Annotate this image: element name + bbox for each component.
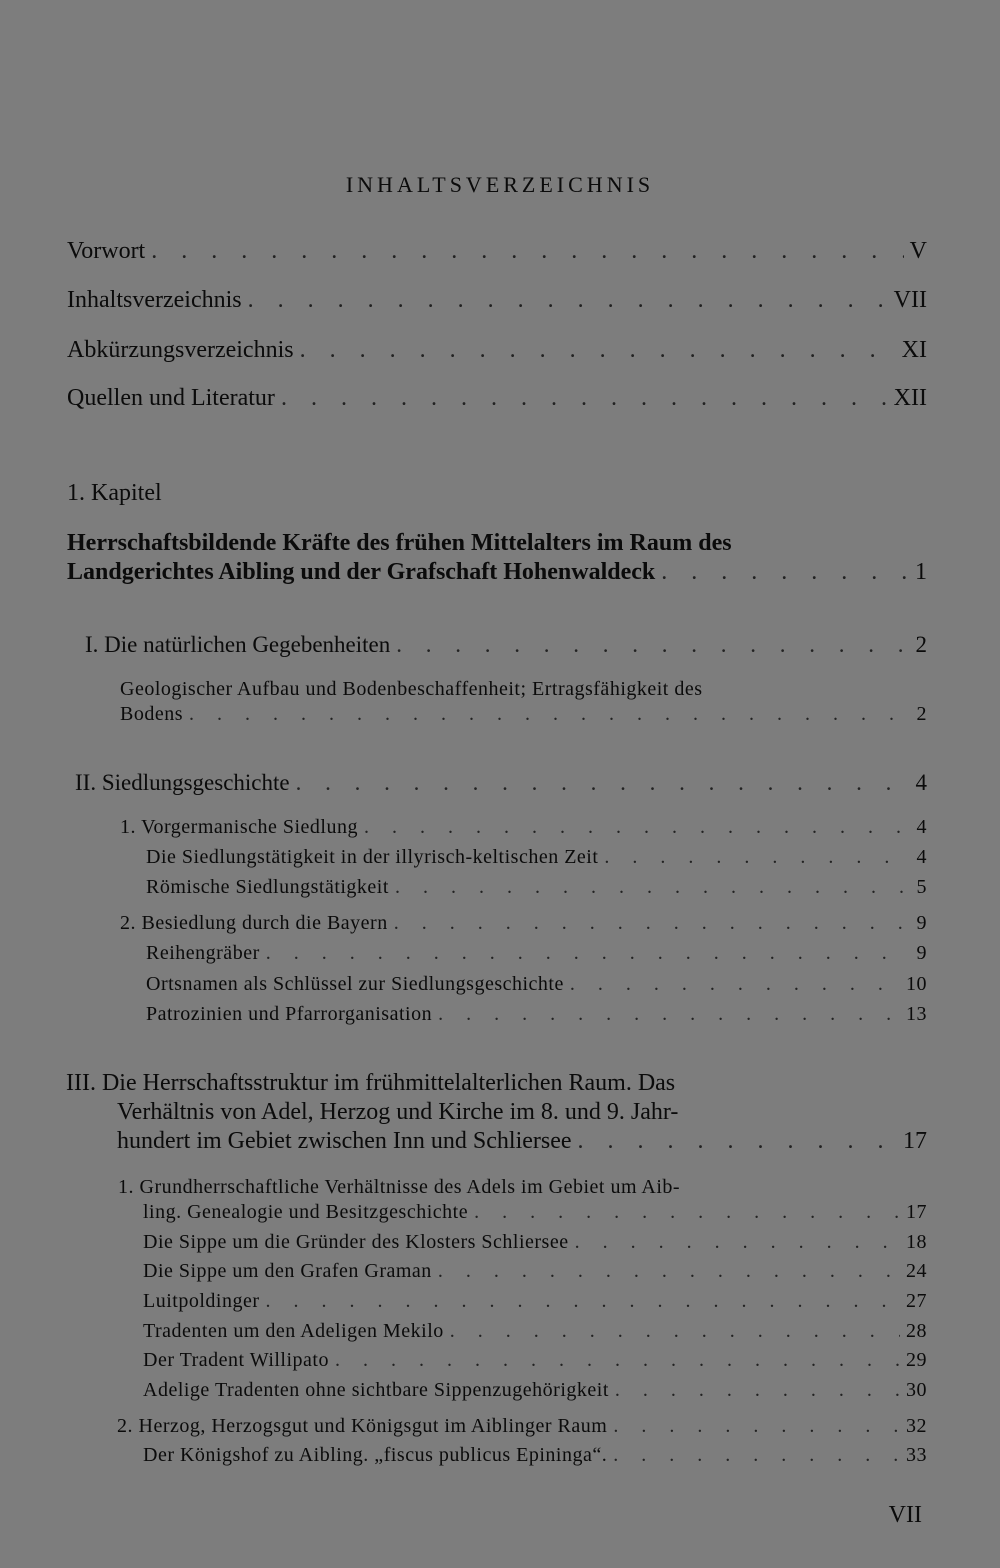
sub-entry-line1: Geologischer Aufbau und Bodenbeschaffenheit; Ertragsfähigkeit des (120, 678, 703, 700)
toc-entry (143, 1349, 927, 1372)
dot-leader (300, 337, 896, 364)
section-heading-line2: Verhältnis von Adel, Herzog und Kirche im 8. und 9. Jahr- (117, 1099, 679, 1125)
entry-page: 30 (906, 1379, 927, 1401)
entry-label: ling. Genealogie und Besitzgeschichte (143, 1201, 469, 1223)
entry-page: 1 (915, 559, 927, 585)
toc-entry (67, 385, 927, 412)
entry-label: Die Siedlungstätigkeit in der illyrisch-keltischen Zeit (146, 846, 599, 868)
toc-entry (143, 1320, 927, 1343)
toc-entry (143, 1444, 927, 1467)
chapter-label: 1. Kapitel (67, 480, 162, 506)
entry-page: XI (901, 337, 927, 363)
entry-label: Die Sippe um die Gründer des Klosters Schliersee (143, 1231, 569, 1253)
entry-label: Vorwort (67, 238, 146, 264)
entry-page: 2 (915, 632, 927, 657)
entry-label: Quellen und Literatur (67, 385, 275, 411)
toc-entry (67, 238, 927, 265)
entry-label: Ortsnamen als Schlüssel zur Siedlungsgeschichte (146, 973, 564, 995)
entry-page: 18 (906, 1231, 927, 1253)
dot-leader (266, 942, 911, 965)
dot-leader (438, 1260, 900, 1283)
dot-leader (265, 1290, 900, 1313)
entry-page: VII (893, 287, 927, 313)
entry-label: Patrozinien und Pfarrorganisation (146, 1003, 433, 1025)
dot-leader (578, 1128, 897, 1155)
entry-page: 9 (916, 912, 927, 934)
toc-entry (143, 1260, 927, 1283)
entry-page: 28 (906, 1320, 927, 1342)
entry-page: 33 (906, 1444, 927, 1466)
dot-leader (364, 816, 911, 839)
entry-page: 5 (916, 876, 927, 898)
entry-page: 4 (916, 846, 927, 868)
entry-label: Der Königshof zu Aibling. „fiscus publicus Epininga“. (143, 1444, 608, 1466)
dot-leader (615, 1379, 900, 1402)
dot-leader (335, 1349, 900, 1372)
entry-label: Die Sippe um den Grafen Graman (143, 1260, 432, 1282)
entry-label: Abkürzungsverzeichnis (67, 337, 294, 363)
entry-page: 29 (906, 1349, 927, 1371)
entry-label: 1. Vorgermanische Siedlung (120, 816, 358, 838)
toc-entry (67, 287, 927, 314)
dot-leader (575, 1231, 900, 1254)
toc-entry (117, 1128, 927, 1155)
dot-leader (189, 703, 911, 726)
dot-leader (613, 1415, 900, 1438)
dot-leader (394, 912, 911, 935)
dot-leader (450, 1320, 900, 1343)
entry-page: 10 (906, 973, 927, 995)
toc-entry (143, 1201, 927, 1224)
sub-entry-line1: 1. Grundherrschaftliche Verhältnisse des Adels im Gebiet um Aib- (118, 1176, 681, 1198)
entry-page: 13 (906, 1003, 927, 1025)
toc-entry (143, 1231, 927, 1254)
dot-leader (248, 287, 888, 314)
dot-leader (396, 632, 909, 658)
entry-label: Der Tradent Willipato (143, 1349, 329, 1371)
entry-label: Inhaltsverzeichnis (67, 287, 242, 313)
entry-label: Tradenten um den Adeligen Mekilo (143, 1320, 444, 1342)
entry-page: 17 (903, 1128, 927, 1154)
toc-entry (146, 973, 927, 996)
entry-page: 32 (906, 1415, 927, 1437)
toc-entry (143, 1290, 927, 1313)
entry-label: Adelige Tradenten ohne sichtbare Sippenzugehörigkeit (143, 1379, 609, 1401)
entry-label: 2. Besiedlung durch die Bayern (120, 912, 388, 934)
toc-entry (85, 632, 927, 658)
toc-entry (146, 876, 927, 899)
dot-leader (151, 238, 903, 265)
entry-label: Bodens (120, 703, 183, 725)
entry-label: II. Siedlungsgeschichte (75, 770, 290, 795)
entry-page: XII (893, 385, 927, 411)
entry-label: Luitpoldinger (143, 1290, 260, 1312)
entry-page: 27 (906, 1290, 927, 1312)
dot-leader (570, 973, 900, 996)
dot-leader (438, 1003, 900, 1026)
toc-entry (75, 770, 927, 796)
toc-entry (146, 1003, 927, 1026)
entry-label: 2. Herzog, Herzogsgut und Königsgut im Aiblinger Raum (117, 1415, 608, 1437)
toc-entry (120, 703, 927, 726)
entry-label: I. Die natürlichen Gegebenheiten (85, 632, 391, 657)
toc-entry (67, 337, 927, 364)
toc-entry (146, 846, 927, 869)
entry-page: 17 (906, 1201, 927, 1223)
dot-leader (395, 876, 911, 899)
section-heading-line1: III. Die Herrschaftsstruktur im frühmittelalterlichen Raum. Das (66, 1070, 676, 1096)
dot-leader (661, 559, 909, 586)
entry-page: 24 (906, 1260, 927, 1282)
entry-label: hundert im Gebiet zwischen Inn und Schliersee (117, 1128, 572, 1154)
entry-page: 2 (916, 703, 927, 725)
chapter-heading-line1: Herrschaftsbildende Kräfte des frühen Mittelalters im Raum des (67, 530, 732, 556)
entry-page: 4 (916, 816, 927, 838)
entry-label: Landgerichtes Aibling und der Grafschaft Hohenwaldeck (67, 559, 656, 585)
toc-entry (143, 1379, 927, 1402)
entry-page: V (909, 238, 927, 264)
toc-entry (120, 816, 927, 839)
page-title: INHALTSVERZEICHNIS (345, 172, 655, 197)
dot-leader (296, 770, 910, 796)
entry-label: Römische Siedlungstätigkeit (146, 876, 389, 898)
toc-entry (146, 942, 927, 965)
chapter-heading-line2 (67, 559, 927, 586)
dot-leader (613, 1444, 900, 1467)
entry-page: 9 (916, 942, 927, 964)
page-number: VII (888, 1502, 922, 1528)
entry-label: Reihengräber (146, 942, 260, 964)
entry-page: 4 (915, 770, 927, 795)
dot-leader (474, 1201, 900, 1224)
toc-entry (120, 912, 927, 935)
toc-entry (117, 1415, 927, 1438)
dot-leader (281, 385, 888, 412)
dot-leader (604, 846, 910, 869)
